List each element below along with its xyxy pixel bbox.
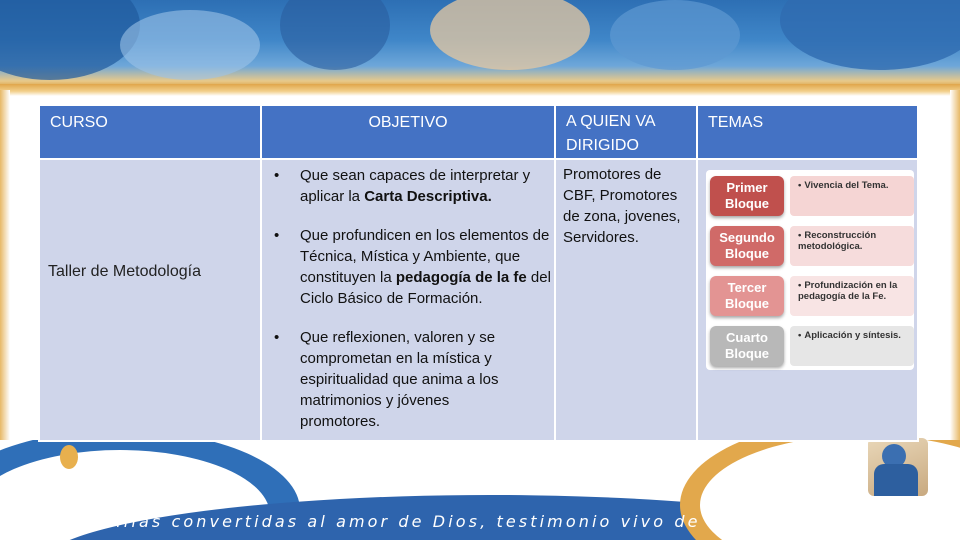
footer-motto: "Familias convertidas al amor de Dios, testimonio vivo de santidad bbox=[62, 512, 803, 531]
objetivo-text: Que profundicen en los elementos de Técnica, Mística y Ambiente, que constituyen la bbox=[300, 227, 550, 286]
tema-row bbox=[710, 176, 914, 216]
temas-cell bbox=[698, 160, 917, 440]
objetivo-bold: pedagogía de la fe bbox=[395, 269, 527, 286]
banner-shape bbox=[280, 0, 390, 70]
objetivo-list bbox=[262, 165, 554, 432]
tema-row bbox=[710, 226, 914, 266]
banner-shape bbox=[430, 0, 590, 70]
bullet: • bbox=[274, 227, 280, 244]
course-table bbox=[38, 104, 919, 442]
objetivo-item bbox=[262, 327, 554, 432]
tema-row bbox=[710, 326, 914, 366]
banner-shape bbox=[780, 0, 960, 70]
tema-bloque: Segundo Bloque bbox=[710, 226, 784, 266]
tema-desc-text: Profundización en la pedagogía de la Fe. bbox=[798, 280, 898, 302]
tema-desc-text: Reconstrucción metodológica. bbox=[798, 230, 877, 252]
bullet: • bbox=[274, 167, 280, 184]
header-objetivo: OBJETIVO bbox=[262, 106, 554, 158]
frame-top bbox=[0, 84, 960, 96]
avatar bbox=[868, 438, 928, 496]
tema-bloque: Tercer Bloque bbox=[710, 276, 784, 316]
frame-right bbox=[950, 90, 960, 470]
tema-bloque: Cuarto Bloque bbox=[710, 326, 784, 366]
header-a-quien: A QUIEN VA DIRIGIDO bbox=[556, 106, 696, 158]
tema-desc bbox=[790, 226, 914, 266]
tema-desc-text: Aplicación y síntesis. bbox=[804, 330, 901, 341]
curso-name: Taller de Metodología bbox=[48, 263, 201, 280]
tema-desc bbox=[790, 176, 914, 216]
bullet: • bbox=[798, 330, 802, 341]
frame-left bbox=[0, 90, 10, 470]
bullet: • bbox=[274, 329, 280, 346]
objetivo-text: del Ciclo Básico de Formación. bbox=[300, 269, 551, 307]
curso-cell bbox=[40, 160, 260, 440]
bullet: • bbox=[798, 230, 802, 241]
tema-bloque: Primer Bloque bbox=[710, 176, 784, 216]
banner-shape bbox=[610, 0, 740, 70]
objetivo-bold: Carta Descriptiva. bbox=[364, 188, 492, 205]
a-quien-text: Promotores de CBF, Promotores de zona, jovenes, Servidores. bbox=[563, 166, 681, 246]
tema-desc bbox=[790, 276, 914, 316]
header-temas: TEMAS bbox=[698, 106, 917, 158]
header-curso: CURSO bbox=[40, 106, 260, 158]
objetivo-cell bbox=[262, 160, 554, 440]
tema-desc bbox=[790, 326, 914, 366]
objetivo-text: Que sean capaces de interpretar y aplicar la bbox=[300, 167, 531, 205]
avatar-body bbox=[874, 464, 918, 496]
objetivo-item bbox=[262, 165, 554, 207]
a-quien-cell bbox=[556, 160, 696, 440]
decorative-banner bbox=[0, 0, 960, 88]
footer-accent bbox=[60, 445, 78, 469]
objetivo-text: Que reflexionen, valoren y se comprometan en la mística y espiritualidad que anima a los matrimonios y jóvenes promotores. bbox=[300, 329, 499, 430]
banner-shape bbox=[0, 0, 140, 80]
tema-desc-text: Vivencia del Tema. bbox=[804, 180, 889, 191]
banner-shape bbox=[120, 10, 260, 80]
bullet: • bbox=[798, 280, 802, 291]
bullet: • bbox=[798, 180, 802, 191]
objetivo-item bbox=[262, 225, 554, 309]
tema-row bbox=[710, 276, 914, 316]
